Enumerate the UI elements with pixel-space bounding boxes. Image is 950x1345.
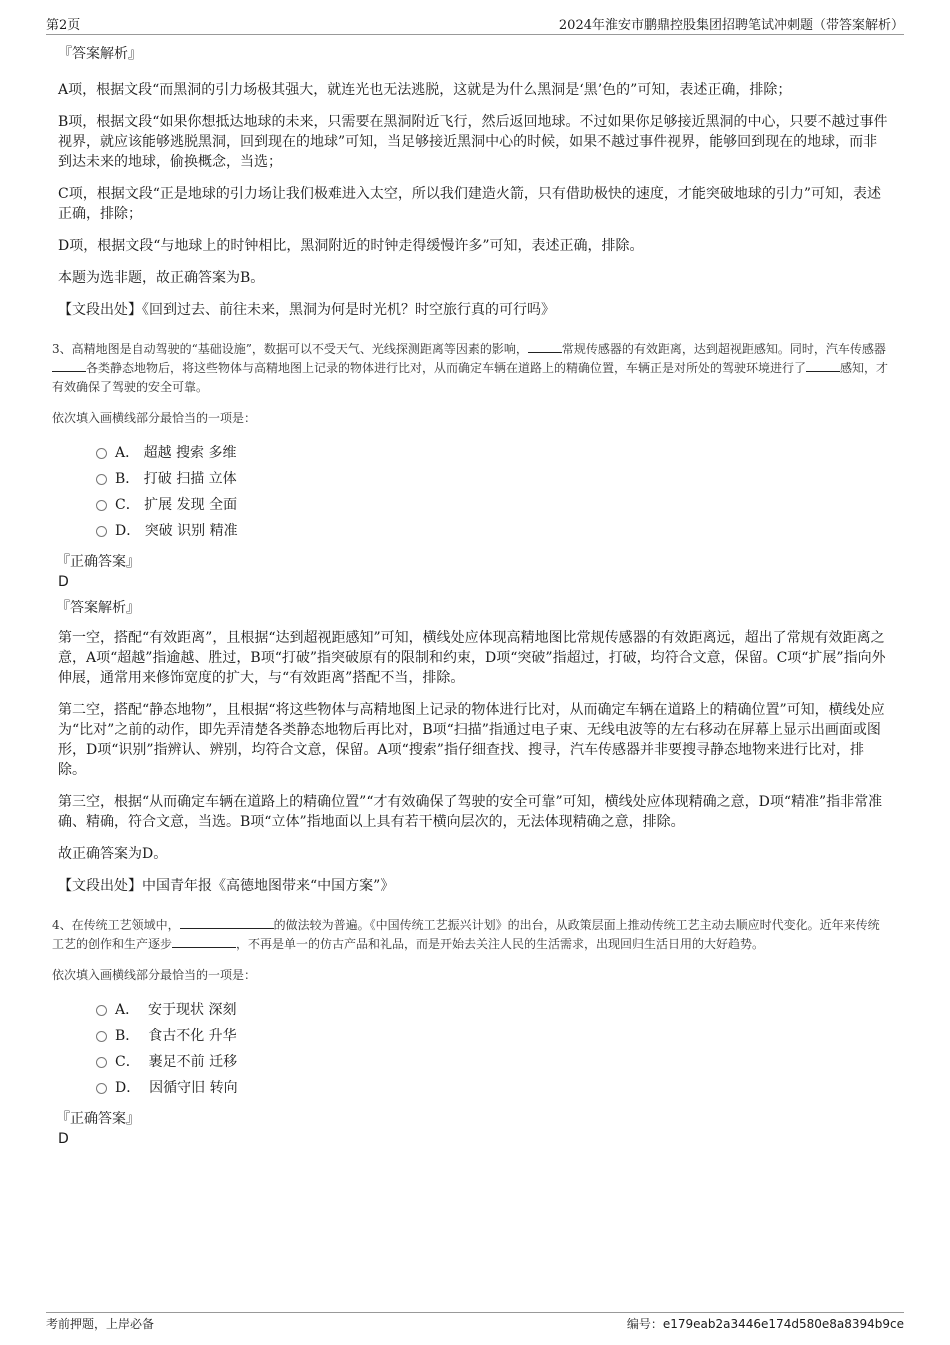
document-id: 编号：e179eab2a3446e174d580e8a8394b9ce [626,1317,904,1331]
option-text: 扩展 发现 全面 [144,497,238,513]
analysis-tag: 『答案解析』 [56,600,140,616]
option-key: D． [115,1080,141,1096]
source-citation: 【文段出处】《回到过去、前往未来，黑洞为何是时光机？时空旅行真的可行吗》 [58,302,555,318]
option-text: 食古不化 升华 [148,1028,237,1044]
option-key: C． [115,497,140,513]
question-4-text [52,916,890,954]
analysis-paragraph: 第一空，搭配“有效距离”，且根据“达到超视距感知”可知，横线处应体现高精地图比常规传感器的有效距离远，超出了常规有效距离之意，A项“超越”指逾越、胜过，B项“打破”指突破原有的限制和约束，D项“突破”指超过，打破，均符合文意，保留。C项“扩展”指向外伸展，通常用来修饰宽度的扩大，与“有效距离”搭配不当，排除。 [58,630,886,686]
option-d[interactable] [96,1075,890,1101]
document-title: 2024年淮安市鹏鼎控股集团招聘笔试冲刺题（带答案解析） [558,18,904,33]
analysis-paragraph: 第二空，搭配“静态地物”，且根据“将这些物体与高精地图上记录的物体进行比对，从而确定车辆在道路上的精确位置”可知，横线处应为“比对”之前的动作，即先弄清楚各类静态地物后再比对，B项“扫描”指通过电子束、无线电波等的左右移动在屏幕上显示出画面或图形，D项“识别”指辨认、辨别，均符合文意，保留。A项“搜索”指仔细查找、搜寻，汽车传感器并非要搜寻静态地物来进行比对，排除。 [58,702,885,778]
option-key: B． [115,471,140,487]
radio-icon[interactable] [96,1057,107,1068]
question-prompt: 依次填入画横线部分最恰当的一项是： [52,968,257,982]
fill-blank [528,340,562,353]
option-c[interactable] [96,1049,890,1075]
question-text-part: 各类静态地物后，将这些物体与高精地图上记录的物体进行比对，从而确定车辆在道路上的精确位置，车辆正是对所处的驾驶环境进行了 [86,361,807,375]
option-a[interactable] [96,440,890,466]
option-key: B． [115,1028,140,1044]
radio-icon[interactable] [96,526,107,537]
radio-icon[interactable] [96,474,107,485]
page-footer [46,1312,904,1331]
option-key: A． [115,1002,140,1018]
question-text-part: 的做法较为普遍。《中国传统工艺振兴计划》的出台，从政策层面上推动传统工艺主动去顺应时代变化。近年来传统工艺的创作和生产逐步 [52,918,880,951]
question-text-part: 3、高精地图是自动驾驶的“基础设施”，数据可以不受天气、光线探测距离等因素的影响， [52,342,528,356]
option-c[interactable] [96,492,890,518]
question-prompt: 依次填入画横线部分最恰当的一项是： [52,411,257,425]
option-key: A． [115,445,140,461]
radio-icon[interactable] [96,448,107,459]
source-citation: 【文段出处】中国青年报《高德地图带来“中国方案”》 [58,878,395,894]
question-text-part: 4、在传统工艺领域中， [52,918,180,932]
option-text: 安于现状 深刻 [148,1002,237,1018]
page-number: 第2页 [46,18,81,33]
option-key: C． [115,1054,140,1070]
page-header [46,14,904,35]
analysis-paragraph: C项，根据文段“正是地球的引力场让我们极难进入太空，所以我们建造火箭，只有借助极快的速度，才能突破地球的引力”可知，表述正确，排除； [58,186,882,222]
main-content [52,44,890,1155]
option-text: 超越 搜索 多维 [143,445,237,461]
analysis-paragraph: 本题为选非题，故正确答案为B。 [58,270,265,286]
correct-answer: D [58,1131,69,1147]
option-text: 因循守旧 转向 [149,1080,238,1096]
radio-icon[interactable] [96,1083,107,1094]
fill-blank [52,359,86,372]
option-text: 打破 扫描 立体 [143,471,237,487]
option-b[interactable] [96,466,890,492]
footer-slogan: 考前押题，上岸必备 [46,1317,155,1331]
option-text: 裹足不前 迁移 [148,1054,238,1070]
radio-icon[interactable] [96,500,107,511]
radio-icon[interactable] [96,1031,107,1042]
analysis-paragraph: A项，根据文段“而黑洞的引力场极其强大，就连光也无法逃脱，这就是为什么黑洞是‘黑’色的”可知，表述正确，排除； [58,82,792,98]
fill-blank [172,935,236,948]
answer-tag: 『正确答案』 [56,1111,140,1127]
option-a[interactable] [96,997,890,1023]
question-3-text [52,340,890,397]
option-b[interactable] [96,1023,890,1049]
question-text-part: 常规传感器的有效距离，达到超视距感知。同时，汽车传感器 [561,342,886,356]
analysis-paragraph: 第三空，根据“从而确定车辆在道路上的精确位置”“才有效确保了驾驶的安全可靠”可知，横线处应体现精确之意，D项“精准”指非常准确、精确，符合文意，当选。B项“立体”指地面以上具有若干横向层次的，无法体现精确之意，排除。 [58,794,883,830]
option-text: 突破 识别 精准 [144,523,238,539]
answer-tag: 『正确答案』 [56,554,140,570]
analysis-paragraph: D项，根据文段“与地球上的时钟相比，黑洞附近的时钟走得缓慢许多”可知，表述正确，排除。 [58,238,644,254]
correct-answer: D [58,574,69,590]
analysis-paragraph: 故正确答案为D。 [58,846,168,862]
fill-blank [806,359,840,372]
option-d[interactable] [96,518,890,544]
option-key: D． [115,523,141,539]
radio-icon[interactable] [96,1005,107,1016]
question-text-part: ，不再是单一的仿古产品和礼品，而是开始去关注人民的生活需求，出现回归生活日用的大好趋势。 [236,937,765,951]
analysis-paragraph: B项，根据文段“如果你想抵达地球的未来，只需要在黑洞附近飞行，然后返回地球。不过如果你足够接近黑洞的中心，只要不越过事件视界，就应该能够逃脱黑洞，回到现在的地球”可知，当足够接近黑洞中心的时候，如果不越过事件视界，能够回到现在的地球，而非到达未来的地球，偷换概念，当选； [58,114,888,170]
fill-blank [180,916,274,929]
question-text-part: 感知，才有效确保了驾驶的安全可靠。 [52,361,889,394]
question-3-options [96,440,890,544]
analysis-tag: 『答案解析』 [58,46,142,62]
question-4-options [96,997,890,1101]
